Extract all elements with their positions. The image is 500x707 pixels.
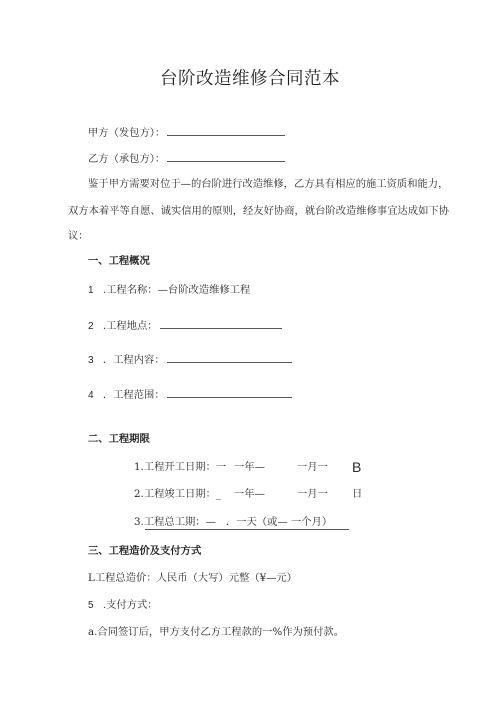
project-scope-blank[interactable] [167,388,292,398]
end-date-month[interactable]: 一月一 [297,488,328,500]
section-2-heading: 二、工程期限 [88,433,150,445]
preamble-line-2: 双方本着平等自愿、诚实信用的原则，经友好协商，就台阶改造维修事宜达成如下协 [68,205,449,217]
end-date-year[interactable]: 一年— [234,488,265,500]
payment-item-a: a.合同签订后，甲方支付乙方工程款的一%作为预付款。 [88,626,345,638]
payment-method-label: .支付方式： [102,599,158,611]
payment-method-line [88,600,158,611]
total-duration-value[interactable]: ．一天（或— 一个月） [225,516,333,528]
party-b-line [88,152,285,164]
start-date-label: 1.工程开工日期：一 [134,461,227,473]
party-b-blank[interactable] [167,152,285,162]
total-duration-underline [145,529,349,530]
item-label: ．工程内容： [102,354,165,366]
section-1-heading: 一、工程概况 [88,255,150,267]
section-1-item-1 [88,285,250,296]
item-number: 3 [88,355,94,366]
item-label: .工程名称：—台阶改造维修工程 [102,284,251,296]
section-1-item-2 [88,319,282,332]
preamble-line-3: 议： [68,230,89,242]
start-date-month[interactable]: 一月一 [297,461,328,473]
document-title: 台阶改造维修合同范本 [160,69,340,89]
section-1-item-4 [88,388,292,401]
section-1-item-3 [88,353,292,366]
item-number: 2 [88,321,94,332]
end-date-label: 2.工程竣工日期：_ [134,488,222,500]
party-a-label: 甲方（发包方）： [88,127,166,139]
item-number: 1 [88,285,94,296]
project-content-blank[interactable] [167,353,292,363]
section-3-heading: 三、工程造价及支付方式 [88,545,202,557]
end-date-day[interactable]: 日 [352,488,363,500]
item-number: 4 [88,390,94,401]
total-duration-line [134,517,332,527]
project-location-blank[interactable] [160,319,282,329]
item-label: .工程地点： [102,320,158,332]
preamble-line-1: 鉴于甲方需要对位于—的台阶进行改造维修，乙方具有相应的施工资质和能力， [88,178,449,190]
total-duration-label: 3.工程总工期：— [134,516,216,528]
total-price-line: L工程总造价：人民币（大写）元整（¥—元） [88,572,298,584]
party-a-blank[interactable] [167,126,285,136]
party-b-label: 乙方（承包方）： [88,153,166,165]
start-date-year[interactable]: 一年— [234,461,265,473]
start-date-day[interactable]: B [352,459,362,475]
item-label: ．工程范围： [102,389,165,401]
item-number: 5 [88,600,94,611]
party-a-line [88,126,285,138]
